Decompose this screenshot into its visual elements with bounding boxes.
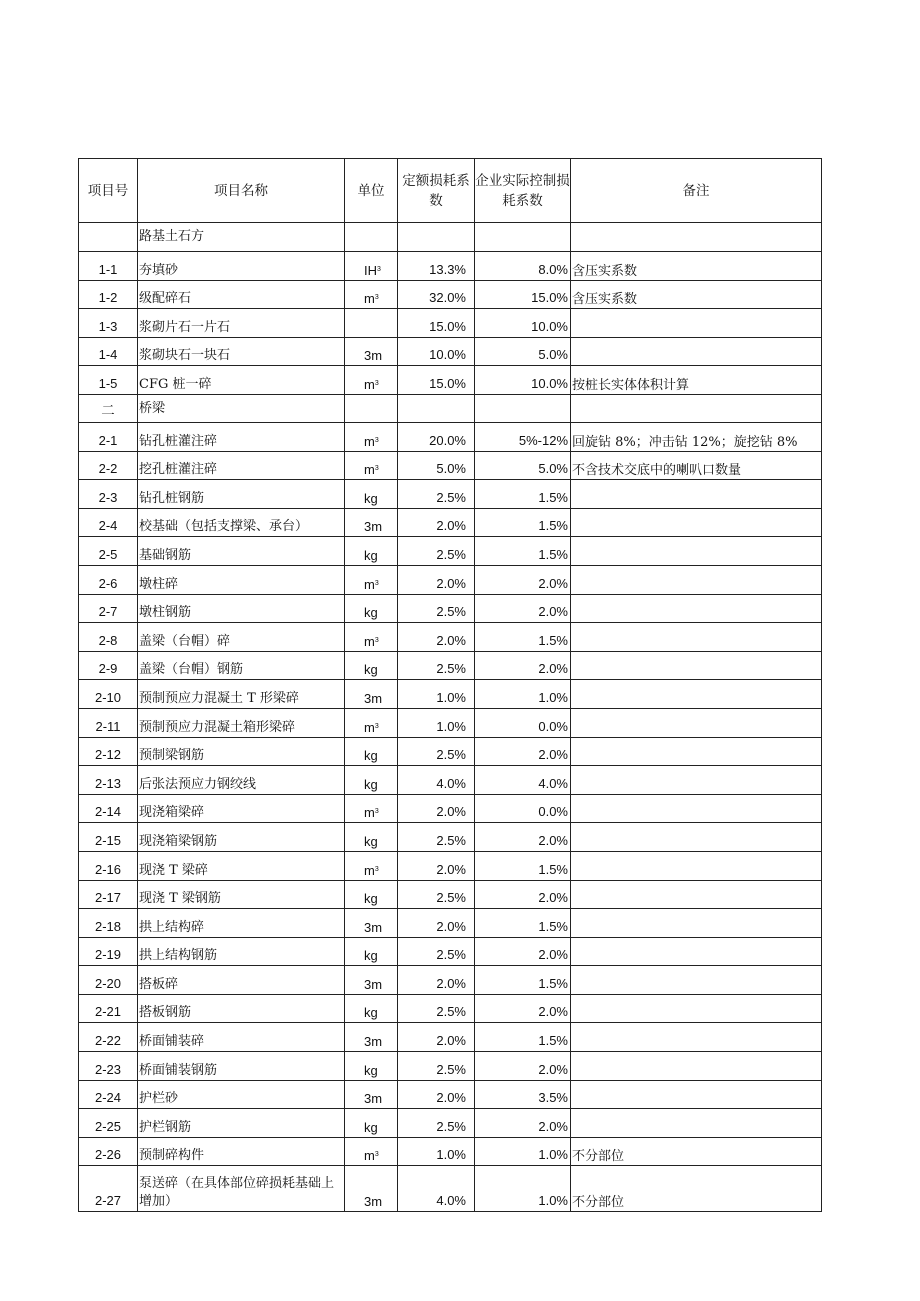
item-note (571, 794, 822, 823)
actual-loss: 5%-12% (475, 423, 571, 452)
section-row-subgrade (79, 223, 822, 252)
item-unit: kg (345, 937, 398, 966)
actual-loss: 2.0% (475, 1109, 571, 1138)
item-unit: 3m (345, 966, 398, 995)
item-note: 含压实系数 (571, 252, 822, 281)
quota-loss: 2.5% (398, 594, 475, 623)
table-row (79, 823, 822, 852)
table-row (79, 1166, 822, 1212)
item-no: 1-4 (79, 338, 138, 366)
table-row (79, 480, 822, 509)
item-note (571, 966, 822, 995)
item-note (571, 708, 822, 737)
item-name: 搭板钢筋 (138, 994, 345, 1023)
item-note (571, 1109, 822, 1138)
quota-loss: 1.0% (398, 1137, 475, 1166)
table-row (79, 966, 822, 995)
item-no: 2-3 (79, 480, 138, 509)
table-row (79, 537, 822, 566)
quota-loss: 10.0% (398, 338, 475, 366)
table-row (79, 252, 822, 281)
quota-loss: 2.5% (398, 537, 475, 566)
quota-loss: 2.0% (398, 1080, 475, 1109)
item-name: 桥面铺装钢筋 (138, 1052, 345, 1081)
table-row (79, 1023, 822, 1052)
table-row (79, 794, 822, 823)
item-no: 2-17 (79, 880, 138, 909)
item-unit: $m^3$ (345, 623, 398, 652)
actual-loss: 2.0% (475, 994, 571, 1023)
item-unit: $m^3$ (345, 281, 398, 309)
actual-loss: 2.0% (475, 737, 571, 766)
item-no: 2-8 (79, 623, 138, 652)
section-row-bridge (79, 395, 822, 423)
actual-loss: 3.5% (475, 1080, 571, 1109)
table-row (79, 508, 822, 537)
item-note (571, 766, 822, 795)
item-unit: kg (345, 994, 398, 1023)
item-name: 浆砌块石一块石 (138, 338, 345, 366)
item-unit: $m^3$ (345, 708, 398, 737)
item-unit: kg (345, 737, 398, 766)
item-unit: 3m (345, 909, 398, 938)
item-name: 拱上结构碎 (138, 909, 345, 938)
actual-loss: 1.5% (475, 480, 571, 509)
item-name: 校基础（包括支撑梁、承台） (138, 508, 345, 537)
item-note: 不分部位 (571, 1137, 822, 1166)
item-note (571, 594, 822, 623)
item-unit: $m^3$ (345, 794, 398, 823)
table-row (79, 708, 822, 737)
header-item-name: 项目名称 (138, 159, 345, 223)
table-row (79, 594, 822, 623)
item-name: 预制梁钢筋 (138, 737, 345, 766)
item-name: 现浇 T 梁钢筋 (138, 880, 345, 909)
item-no: 2-23 (79, 1052, 138, 1081)
table-row (79, 909, 822, 938)
actual-loss: 1.5% (475, 508, 571, 537)
item-note (571, 680, 822, 709)
quota-loss: 1.0% (398, 708, 475, 737)
quota-loss: 2.5% (398, 823, 475, 852)
actual-loss: 1.5% (475, 623, 571, 652)
item-note (571, 909, 822, 938)
quota-loss: 13.3% (398, 252, 475, 281)
item-no: 2-26 (79, 1137, 138, 1166)
quota-loss: 2.0% (398, 508, 475, 537)
item-no: 2-4 (79, 508, 138, 537)
item-no: 2-11 (79, 708, 138, 737)
item-name: 墩柱钢筋 (138, 594, 345, 623)
quota-loss: 15.0% (398, 366, 475, 395)
item-name: 预制预应力混凝土箱形梁碎 (138, 708, 345, 737)
quota-loss: 2.5% (398, 1109, 475, 1138)
item-unit: $m^3$ (345, 565, 398, 594)
item-unit: 3m (345, 1166, 398, 1212)
quota-loss: 1.0% (398, 680, 475, 709)
item-no: 2-21 (79, 994, 138, 1023)
actual-loss: 2.0% (475, 823, 571, 852)
section-no (79, 223, 138, 252)
table-row (79, 651, 822, 680)
actual-loss: 5.0% (475, 338, 571, 366)
quota-loss: 2.5% (398, 937, 475, 966)
item-note (571, 880, 822, 909)
item-name: 泵送碎（在具体部位碎损耗基础上增加） (138, 1166, 345, 1212)
item-unit: kg (345, 1109, 398, 1138)
table-row (79, 366, 822, 395)
item-unit: 3m (345, 680, 398, 709)
item-unit: kg (345, 823, 398, 852)
quota-loss: 2.0% (398, 565, 475, 594)
item-no: 2-9 (79, 651, 138, 680)
item-name: 护栏钢筋 (138, 1109, 345, 1138)
actual-loss: 2.0% (475, 565, 571, 594)
quota-loss: 32.0% (398, 281, 475, 309)
loss-coefficient-table (78, 158, 822, 1212)
item-name: 现浇箱梁碎 (138, 794, 345, 823)
item-note: 按桩长实体体积计算 (571, 366, 822, 395)
item-note (571, 623, 822, 652)
item-unit: kg (345, 480, 398, 509)
quota-loss: 2.0% (398, 909, 475, 938)
item-note (571, 937, 822, 966)
item-name: 墩柱碎 (138, 565, 345, 594)
actual-loss: 2.0% (475, 880, 571, 909)
item-name: 现浇箱梁钢筋 (138, 823, 345, 852)
item-name: 预制碎构件 (138, 1137, 345, 1166)
item-no: 2-16 (79, 851, 138, 880)
table-row (79, 423, 822, 452)
item-unit: 3m (345, 1023, 398, 1052)
actual-loss: 2.0% (475, 651, 571, 680)
item-name: 后张法预应力钢绞线 (138, 766, 345, 795)
item-note (571, 338, 822, 366)
item-no: 2-1 (79, 423, 138, 452)
quota-loss: 15.0% (398, 309, 475, 338)
quota-loss: 2.0% (398, 794, 475, 823)
actual-loss: 1.5% (475, 537, 571, 566)
item-name: 搭板碎 (138, 966, 345, 995)
item-note (571, 651, 822, 680)
quota-loss: 4.0% (398, 1166, 475, 1212)
item-no: 2-10 (79, 680, 138, 709)
section-title: 桥梁 (138, 395, 345, 423)
quota-loss: 2.0% (398, 623, 475, 652)
header-item-no: 项目号 (79, 159, 138, 223)
item-no: 2-14 (79, 794, 138, 823)
table-row (79, 766, 822, 795)
table-row (79, 338, 822, 366)
item-unit: $m^3$ (345, 423, 398, 452)
actual-loss: 1.0% (475, 680, 571, 709)
item-name: 现浇 T 梁碎 (138, 851, 345, 880)
item-name: 基础钢筋 (138, 537, 345, 566)
item-name: CFG 桩一碎 (138, 366, 345, 395)
item-unit: $m^3$ (345, 851, 398, 880)
table-row (79, 451, 822, 480)
quota-loss: 2.5% (398, 1052, 475, 1081)
item-no: 2-5 (79, 537, 138, 566)
quota-loss: 2.0% (398, 966, 475, 995)
item-name: 盖梁（台帽）钢筋 (138, 651, 345, 680)
item-no: 2-22 (79, 1023, 138, 1052)
actual-loss: 10.0% (475, 309, 571, 338)
quota-loss: 2.5% (398, 880, 475, 909)
item-unit: $IH^3$ (345, 252, 398, 281)
item-note (571, 1052, 822, 1081)
item-unit: $m^3$ (345, 366, 398, 395)
item-note (571, 309, 822, 338)
item-no: 2-2 (79, 451, 138, 480)
item-no: 2-7 (79, 594, 138, 623)
item-name: 预制预应力混凝土 T 形梁碎 (138, 680, 345, 709)
section-title: 路基土石方 (138, 223, 345, 252)
quota-loss: 2.5% (398, 994, 475, 1023)
table-row (79, 281, 822, 309)
item-no: 2-18 (79, 909, 138, 938)
item-note (571, 537, 822, 566)
quota-loss: 2.5% (398, 737, 475, 766)
actual-loss: 2.0% (475, 594, 571, 623)
actual-loss: 1.5% (475, 909, 571, 938)
item-no: 2-6 (79, 565, 138, 594)
actual-loss: 5.0% (475, 451, 571, 480)
table-row (79, 737, 822, 766)
item-note (571, 565, 822, 594)
quota-loss: 4.0% (398, 766, 475, 795)
item-unit: kg (345, 766, 398, 795)
item-unit: kg (345, 651, 398, 680)
item-name: 浆砌片石一片石 (138, 309, 345, 338)
section-no: 二 (79, 395, 138, 423)
table-row (79, 1052, 822, 1081)
item-no: 2-19 (79, 937, 138, 966)
item-name: 级配碎石 (138, 281, 345, 309)
table-row (79, 309, 822, 338)
actual-loss: 15.0% (475, 281, 571, 309)
item-name: 夯填砂 (138, 252, 345, 281)
header-quota-loss: 定额损耗系数 (398, 159, 475, 223)
item-unit: 3m (345, 1080, 398, 1109)
item-no: 1-5 (79, 366, 138, 395)
item-note: 不分部位 (571, 1166, 822, 1212)
item-note (571, 994, 822, 1023)
actual-loss: 1.0% (475, 1137, 571, 1166)
quota-loss: 5.0% (398, 451, 475, 480)
item-note (571, 737, 822, 766)
item-name: 挖孔桩灌注碎 (138, 451, 345, 480)
quota-loss: 2.0% (398, 1023, 475, 1052)
item-unit: kg (345, 537, 398, 566)
item-name: 钻孔桩灌注碎 (138, 423, 345, 452)
item-no: 1-3 (79, 309, 138, 338)
item-note (571, 508, 822, 537)
item-no: 2-15 (79, 823, 138, 852)
item-unit: 3m (345, 508, 398, 537)
quota-loss: 20.0% (398, 423, 475, 452)
actual-loss: 8.0% (475, 252, 571, 281)
item-no: 2-25 (79, 1109, 138, 1138)
table-row (79, 623, 822, 652)
item-note (571, 1023, 822, 1052)
table-row (79, 880, 822, 909)
actual-loss: 2.0% (475, 1052, 571, 1081)
item-unit: kg (345, 594, 398, 623)
item-unit: kg (345, 1052, 398, 1081)
item-note: 回旋钻 8%；冲击钻 12%；旋挖钻 8% (571, 423, 822, 452)
header-note: 备注 (571, 159, 822, 223)
table-row (79, 1109, 822, 1138)
item-unit: $m^3$ (345, 1137, 398, 1166)
item-no: 2-12 (79, 737, 138, 766)
actual-loss: 1.0% (475, 1166, 571, 1212)
item-no: 1-1 (79, 252, 138, 281)
item-note (571, 823, 822, 852)
item-name: 桥面铺装碎 (138, 1023, 345, 1052)
actual-loss: 1.5% (475, 851, 571, 880)
item-no: 1-2 (79, 281, 138, 309)
table-row (79, 994, 822, 1023)
table-row (79, 937, 822, 966)
item-no: 2-27 (79, 1166, 138, 1212)
table-row (79, 1137, 822, 1166)
header-unit: 单位 (345, 159, 398, 223)
table-row (79, 680, 822, 709)
item-no: 2-24 (79, 1080, 138, 1109)
item-unit: $m^3$ (345, 451, 398, 480)
item-unit (345, 309, 398, 338)
actual-loss: 4.0% (475, 766, 571, 795)
actual-loss: 1.5% (475, 1023, 571, 1052)
table-row (79, 1080, 822, 1109)
actual-loss: 0.0% (475, 794, 571, 823)
header-actual-loss: 企业实际控制损耗系数 (475, 159, 571, 223)
actual-loss: 0.0% (475, 708, 571, 737)
item-note (571, 1080, 822, 1109)
item-name: 盖梁（台帽）碎 (138, 623, 345, 652)
item-name: 钻孔桩钢筋 (138, 480, 345, 509)
actual-loss: 10.0% (475, 366, 571, 395)
item-note (571, 851, 822, 880)
header-row (79, 159, 822, 223)
actual-loss: 2.0% (475, 937, 571, 966)
item-note: 含压实系数 (571, 281, 822, 309)
table-row (79, 565, 822, 594)
actual-loss: 1.5% (475, 966, 571, 995)
item-unit: kg (345, 880, 398, 909)
item-no: 2-20 (79, 966, 138, 995)
item-unit: 3m (345, 338, 398, 366)
item-note: 不含技术交底中的喇叭口数量 (571, 451, 822, 480)
item-note (571, 480, 822, 509)
quota-loss: 2.5% (398, 651, 475, 680)
quota-loss: 2.5% (398, 480, 475, 509)
table-row (79, 851, 822, 880)
item-name: 拱上结构钢筋 (138, 937, 345, 966)
item-no: 2-13 (79, 766, 138, 795)
quota-loss: 2.0% (398, 851, 475, 880)
item-name: 护栏砂 (138, 1080, 345, 1109)
